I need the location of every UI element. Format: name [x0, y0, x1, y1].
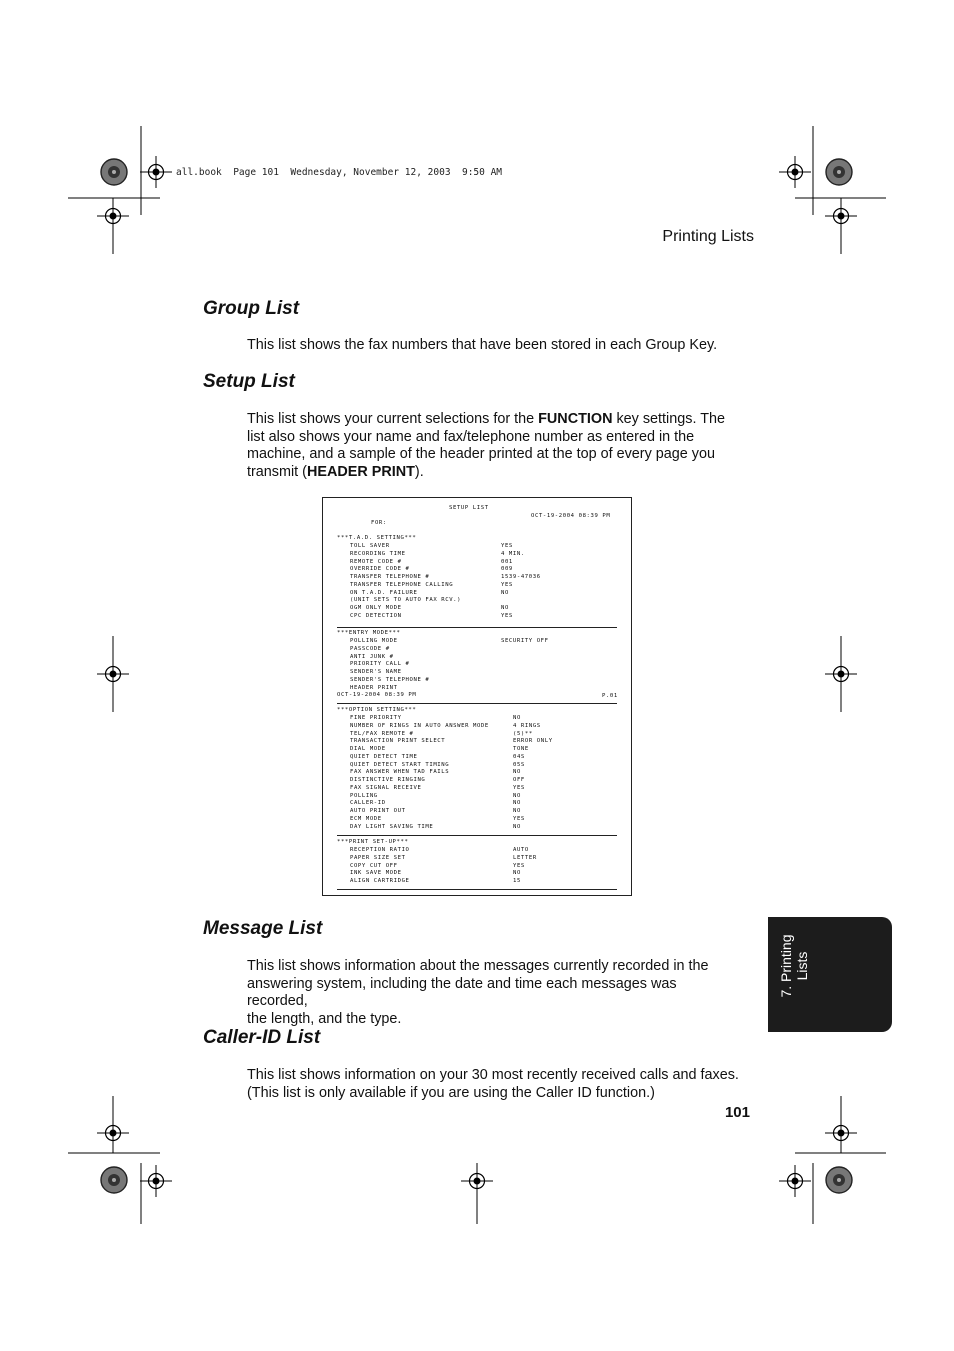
tad-labels: TOLL SAVER RECORDING TIME REMOTE CODE # OVERRIDE CODE # TRANSFER TELEPHONE # TRANSFER TELEPHONE CALLING ON T.A.D. FAILURE (UNIT SETS TO AUTO FAX RCV.) OGM ONLY MODE CPC DETECTION [350, 543, 462, 619]
caller-id-list-heading: Caller-ID List [203, 1027, 321, 1048]
chapter-tab-line: 7. Printing [778, 934, 794, 998]
entry-header: ***ENTRY MODE*** [337, 630, 401, 636]
option-header: ***OPTION SETTING*** [337, 707, 417, 713]
printout-title: SETUP LIST [449, 505, 489, 511]
chapter-tab-line: Lists [794, 951, 810, 981]
text-line: This list shows information about the messages currently recorded in the [247, 958, 709, 974]
header-print-page: P.01 [602, 693, 618, 699]
option-labels: FINE PRIORITY NUMBER OF RINGS IN AUTO ANSWER MODE TEL/FAX REMOTE # TRANSACTION PRINT SELECT DIAL MODE QUIET DETECT TIME QUIET DETECT START TIMING FAX ANSWER WHEN TAD FAILS DISTINCTIVE RINGING FAX SIGNAL RECEIVE POLLING CALLER-ID AUTO PRINT OUT ECM MODE DAY LIGHT SAVING TIME [350, 715, 489, 830]
chapter-tab-label [778, 911, 810, 1021]
header-print-sample: OCT-19-2004 08:39 PM [337, 692, 417, 698]
page-number: 101 [724, 1104, 750, 1121]
section-rule [337, 889, 617, 890]
text-run: transmit ( [247, 463, 307, 480]
group-list-text: This list shows the fax numbers that have been stored in each Group Key. [247, 337, 718, 353]
section-rule [337, 627, 617, 628]
text-line: answering system, including the date and time each messages was recorded, [247, 975, 677, 1009]
text-run: ). [414, 463, 424, 480]
header-print-label: HEADER PRINT [306, 463, 415, 480]
text-line: list also shows your name and fax/telephone number as entered in the [247, 428, 695, 445]
text-run: This list shows your current selections for the [247, 411, 539, 427]
text-line: machine, and a sample of the header printed at the top of every page you [247, 446, 716, 462]
section-rule [337, 703, 617, 704]
setup-list-text [247, 411, 741, 481]
caller-id-list-text [247, 1067, 767, 1102]
running-head: Printing Lists [662, 228, 754, 245]
print-setup-values: AUTO LETTER YES NO 15 [513, 847, 537, 884]
function-key-label: FUNCTION [538, 411, 613, 427]
entry-values: SECURITY OFF [501, 638, 549, 644]
message-list-text [247, 958, 741, 1028]
message-list-heading: Message List [203, 918, 323, 939]
printout-for-label: FOR: [371, 520, 387, 526]
group-list-heading: Group List [203, 298, 300, 319]
section-rule [337, 835, 617, 836]
text-run: key settings. The [612, 411, 725, 427]
text-line: (This list is only available if you are using the Caller ID function.) [247, 1084, 655, 1101]
tad-values: YES 4 MIN. 001 009 1539-47036 YES NO NO YES [501, 543, 541, 619]
print-setup-header: ***PRINT SET-UP*** [337, 839, 409, 845]
print-setup-labels: RECEPTION RATIO PAPER SIZE SET COPY CUT OFF INK SAVE MODE ALIGN CARTRIDGE [350, 847, 410, 884]
text-line: the length, and the type. [247, 1010, 402, 1027]
tad-header: ***T.A.D. SETTING*** [337, 535, 417, 541]
entry-labels: POLLING MODE PASSCODE # ANTI JUNK # PRIORITY CALL # SENDER'S NAME SENDER'S TELEPHONE # HEADER PRINT [350, 638, 430, 691]
setup-list-printout [322, 497, 632, 896]
setup-list-heading: Setup List [203, 371, 295, 392]
option-values: NO 4 RINGS (5)** ERROR ONLY TONE 04S 05S NO OFF YES NO NO NO YES NO [513, 715, 553, 830]
file-slug: all.book Page 101 Wednesday, November 12, 2003 9:50 AM [176, 167, 503, 178]
chapter-tab [768, 917, 892, 1032]
text-line: This list shows information on your 30 most recently received calls and faxes. [247, 1067, 739, 1083]
printout-datetime: OCT-19-2004 08:39 PM [531, 513, 611, 519]
